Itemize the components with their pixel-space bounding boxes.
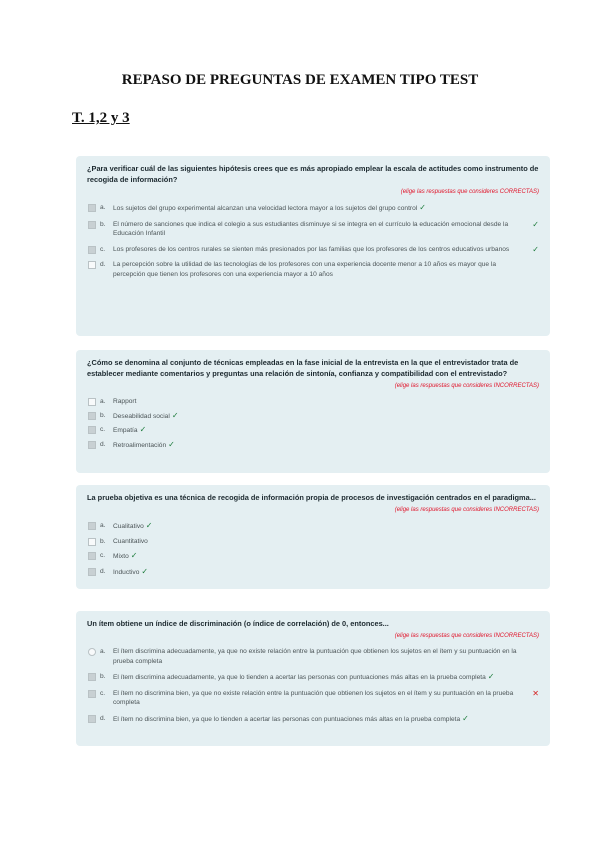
option-letter: d. (100, 714, 106, 722)
check-icon: ✓ (171, 410, 179, 420)
option-text: El número de sanciones que indica el colegio a sus estudiantes disminuye si se integra en el currículo la educación emocional desde la Educación Infantil (113, 220, 509, 237)
option-letter: d. (100, 567, 106, 575)
check-icon: ✓ (145, 521, 153, 530)
option-checkbox[interactable] (88, 690, 96, 698)
option-letter: b. (100, 537, 106, 545)
option-text: El ítem no discrimina bien, ya que lo tienden a acertar las personas con puntuaciones más altas en la prueba completa (113, 715, 461, 723)
option-checkbox[interactable] (88, 412, 96, 420)
question-text: La prueba objetiva es una técnica de recogida de información propia de procesos de investigación centrados en el paradigma... (87, 493, 536, 502)
option-text: Los sujetos del grupo experimental alcanzan una velocidad lectora mayor a los sujetos del grupo control (113, 205, 418, 212)
option-checkbox[interactable] (88, 204, 96, 212)
cross-icon: ✕ (532, 688, 539, 698)
options-list (87, 521, 539, 577)
answer-instruction: (elige las respuestas que consideres INCORRECTAS) (394, 507, 539, 513)
answer-option[interactable] (87, 537, 539, 547)
question-card (76, 485, 550, 589)
answer-option[interactable] (87, 521, 539, 532)
check-icon: ✓ (141, 566, 149, 576)
option-checkbox[interactable] (88, 426, 96, 434)
answer-option[interactable] (87, 397, 539, 407)
option-letter: d. (100, 440, 106, 448)
check-icon: ✓ (419, 203, 426, 212)
question-text: Un ítem obtiene un índice de discriminación (o índice de correlación) de 0, entonces... (87, 619, 389, 628)
check-icon: ✓ (532, 244, 539, 254)
option-text: El ítem no discrimina bien, ya que no existe relación entre la puntuación que obtienen los sujetos en el ítem y su puntuación en la prueba completa (113, 689, 514, 706)
answer-option[interactable] (87, 245, 539, 255)
document-title: REPASO DE PREGUNTAS DE EXAMEN TIPO TEST (121, 72, 479, 88)
option-letter: c. (100, 245, 106, 253)
option-checkbox[interactable] (88, 398, 96, 406)
answer-instruction: (elige las respuestas que consideres INCORRECTAS) (394, 633, 539, 639)
answer-option[interactable] (87, 260, 539, 279)
option-text: La percepción sobre la utilidad de las tecnologías de los profesores con una experiencia docente menor a 10 años es mayor que la percepción que tienen los profesores con una experiencia mayor a 10 años (113, 261, 497, 278)
options-list (87, 203, 539, 279)
option-letter: b. (100, 411, 106, 419)
option-checkbox[interactable] (88, 552, 96, 560)
option-checkbox[interactable] (88, 441, 96, 449)
option-text: Mixto (113, 553, 129, 560)
question-text: ¿Para verificar cuál de las siguientes hipótesis crees que es más apropiado emplear la escala de actitudes como instrumento de recogida de información? (87, 164, 539, 184)
option-checkbox[interactable] (88, 246, 96, 254)
check-icon: ✓ (462, 713, 469, 723)
answer-option[interactable] (87, 714, 539, 725)
answer-option[interactable] (87, 567, 539, 578)
option-text: Cuantitativo (113, 537, 148, 545)
options-list (87, 647, 539, 724)
answer-option[interactable] (87, 672, 539, 683)
answer-option[interactable] (87, 647, 539, 666)
section-heading: T. 1,2 y 3 (72, 110, 130, 126)
option-text: Los profesores de los centros rurales se sienten más presionados por las familias que los profesores de los centros educativos urbanos (113, 245, 510, 253)
option-letter: b. (100, 673, 106, 680)
check-icon: ✓ (487, 672, 495, 681)
answer-option[interactable] (87, 689, 539, 708)
answer-option[interactable] (87, 220, 539, 239)
option-checkbox[interactable] (88, 221, 96, 229)
check-icon: ✓ (532, 219, 539, 229)
option-text: Deseabilidad social (113, 412, 170, 420)
option-checkbox[interactable] (88, 538, 96, 546)
option-text: El ítem discrimina adecuadamente, ya que lo tienden a acertar las personas con puntuaciones más altas en la prueba completa (113, 674, 486, 681)
option-letter: a. (100, 648, 106, 655)
option-checkbox[interactable] (88, 673, 96, 681)
option-letter: a. (100, 204, 106, 211)
question-card (76, 350, 550, 473)
check-icon: ✓ (168, 439, 175, 449)
option-checkbox[interactable] (88, 522, 96, 530)
option-checkbox[interactable] (88, 568, 96, 576)
check-icon: ✓ (139, 425, 147, 434)
question-card (76, 156, 550, 336)
option-text: Empatía (113, 427, 138, 434)
option-text: El ítem discrimina adecuadamente, ya que no existe relación entre la puntuación que obtienen los sujetos en el ítem y su puntuación en la prueba completa (113, 648, 517, 665)
answer-instruction: (elige las respuestas que consideres CORRECTAS) (400, 189, 539, 195)
question-text: ¿Cómo se denomina al conjunto de técnicas empleadas en la fase inicial de la entrevista en la que el entrevistador trata de establecer mediante comentarios y preguntas una relación de sintonía, confianza y compatibilidad con el entrevistado? (87, 358, 519, 378)
options-list (87, 397, 539, 450)
option-letter: c. (100, 552, 106, 559)
answer-option[interactable] (87, 551, 539, 562)
option-letter: a. (100, 522, 106, 529)
option-letter: c. (100, 426, 106, 433)
option-radio[interactable] (88, 648, 96, 656)
option-letter: d. (100, 261, 106, 268)
answer-option[interactable] (87, 411, 539, 422)
option-letter: b. (100, 220, 106, 228)
question-card (76, 611, 550, 746)
answer-instruction: (elige las respuestas que consideres INCORRECTAS) (394, 383, 539, 389)
option-checkbox[interactable] (88, 261, 96, 269)
option-text: Retroalimentación (113, 441, 167, 449)
answer-option[interactable] (87, 440, 539, 451)
check-icon: ✓ (130, 551, 138, 560)
option-letter: a. (100, 398, 106, 405)
option-text: Inductivo (113, 568, 140, 576)
option-text: Rapport (113, 398, 137, 405)
answer-option[interactable] (87, 203, 539, 214)
option-letter: c. (100, 689, 106, 697)
option-text: Cualitativo (113, 523, 144, 530)
option-checkbox[interactable] (88, 715, 96, 723)
answer-option[interactable] (87, 425, 539, 436)
